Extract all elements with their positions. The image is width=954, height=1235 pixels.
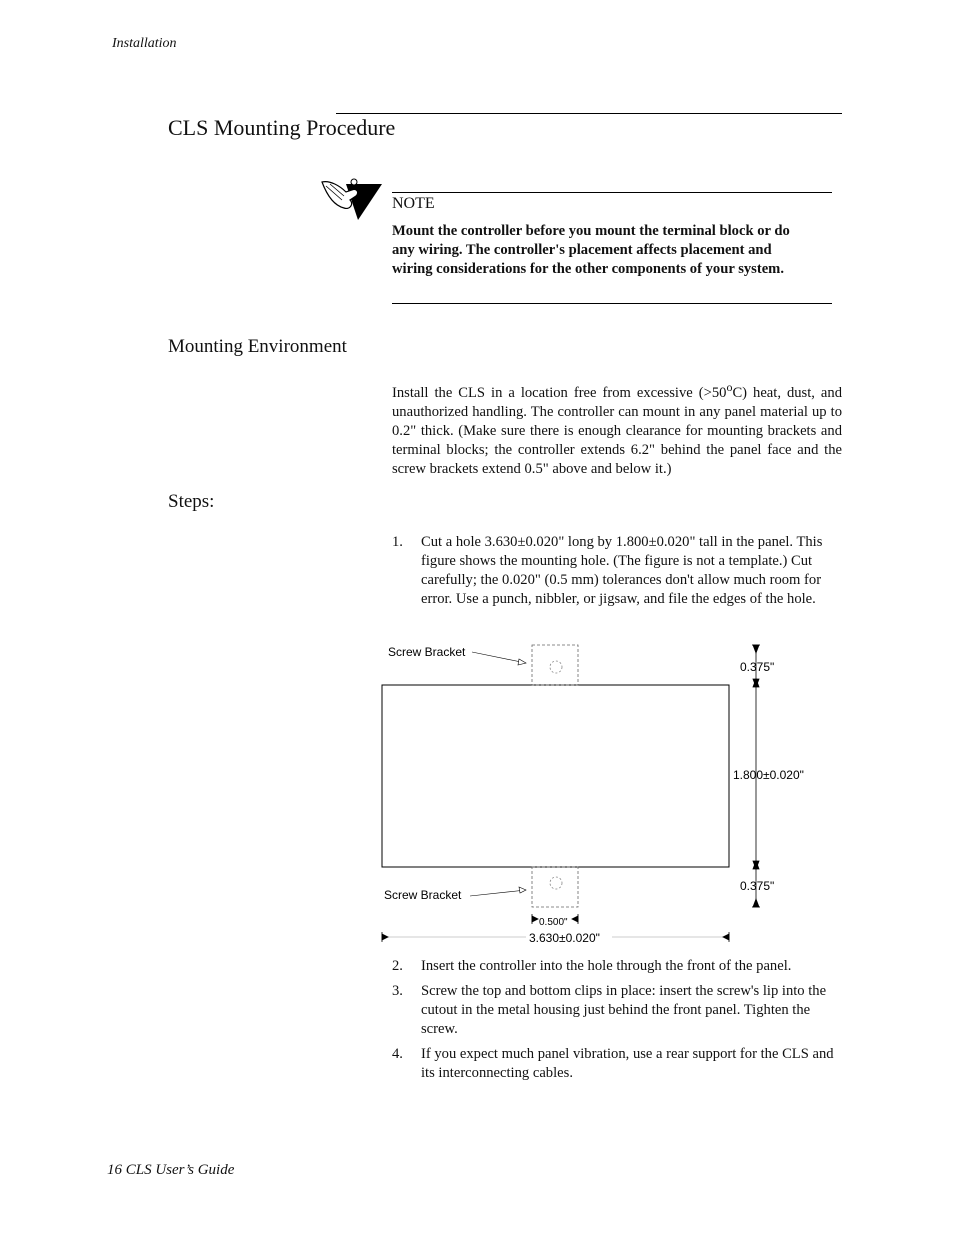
- screw-bracket-bottom: [532, 867, 578, 907]
- step-text: Insert the controller into the hole through the front of the panel.: [421, 958, 792, 974]
- leader-bottom: [470, 890, 526, 896]
- screw-bracket-top: [532, 645, 578, 685]
- step-item: [392, 957, 842, 976]
- note-rule-bottom: [392, 303, 832, 304]
- label-screw-bracket-top: Screw Bracket: [388, 645, 466, 659]
- dim-top-label: 0.375": [740, 660, 775, 674]
- title-rule: [336, 113, 842, 114]
- mounting-hole-figure: [376, 638, 816, 950]
- screw-hole-bottom: [550, 877, 562, 889]
- section-heading-steps: Steps:: [168, 491, 215, 512]
- step-number: 3.: [392, 983, 403, 999]
- step-number: 4.: [392, 1046, 403, 1062]
- note-rule-top: [392, 192, 832, 193]
- step-item: [392, 533, 842, 609]
- dim-height-label: 1.800±0.020": [733, 768, 804, 782]
- step-text: If you expect much panel vibration, use a rear support for the CLS and its interconnecting cables.: [421, 1046, 834, 1081]
- mounting-environment-paragraph: Install the CLS in a location free from excessive $(>50^oC)$ heat, dust, and unauthorized handling. The controller can mount in any panel material up to 0.2" thick. (Make sure there is enough clearance for mounting brackets and terminal blocks; the controller extends 6.2" behind the panel face and the screw brackets extend 0.5" above and below it.): [392, 380, 842, 477]
- step-number: 1.: [392, 534, 403, 550]
- dim-bottom-label: 0.375": [740, 879, 775, 893]
- page-title: CLS Mounting Procedure: [168, 115, 396, 140]
- dim-width-label: 3.630±0.020": [529, 931, 600, 945]
- label-screw-bracket-bottom: Screw Bracket: [384, 888, 462, 902]
- steps-list-first: [392, 533, 842, 615]
- dim-bracket-width-label: 0.500": [539, 917, 568, 928]
- step-text: Screw the top and bottom clips in place: insert the screw's lip into the cutout in the metal housing just behind the front panel. Tighten the screw.: [421, 983, 827, 1037]
- running-head: Installation: [112, 36, 177, 51]
- leader-top: [472, 652, 526, 663]
- page-footer: 16 CLS User’s Guide: [107, 1162, 235, 1178]
- note-body: Mount the controller before you mount the terminal block or do any wiring. The controller's placement affects placement and wiring considerations for the other components of your system.: [392, 223, 790, 277]
- note-hand-icon: [320, 178, 384, 224]
- steps-list-continued: [392, 957, 842, 1089]
- step-item: [392, 982, 842, 1039]
- step-number: 2.: [392, 958, 403, 974]
- section-heading-mounting-environment: Mounting Environment: [168, 336, 347, 357]
- note-label: NOTE: [392, 195, 435, 212]
- screw-hole-top: [550, 661, 562, 673]
- step-item: [392, 1045, 842, 1083]
- step-text: Cut a hole 3.630±0.020" long by 1.800±0.020" tall in the panel. This figure shows the mounting hole. (The figure is not a template.) Cut carefully; the 0.020" (0.5 mm) tolerances don't allow much room for error. Use a punch, nibbler, or jigsaw, and file the edges of the hole.: [421, 534, 823, 607]
- cutout-outline: [382, 685, 729, 867]
